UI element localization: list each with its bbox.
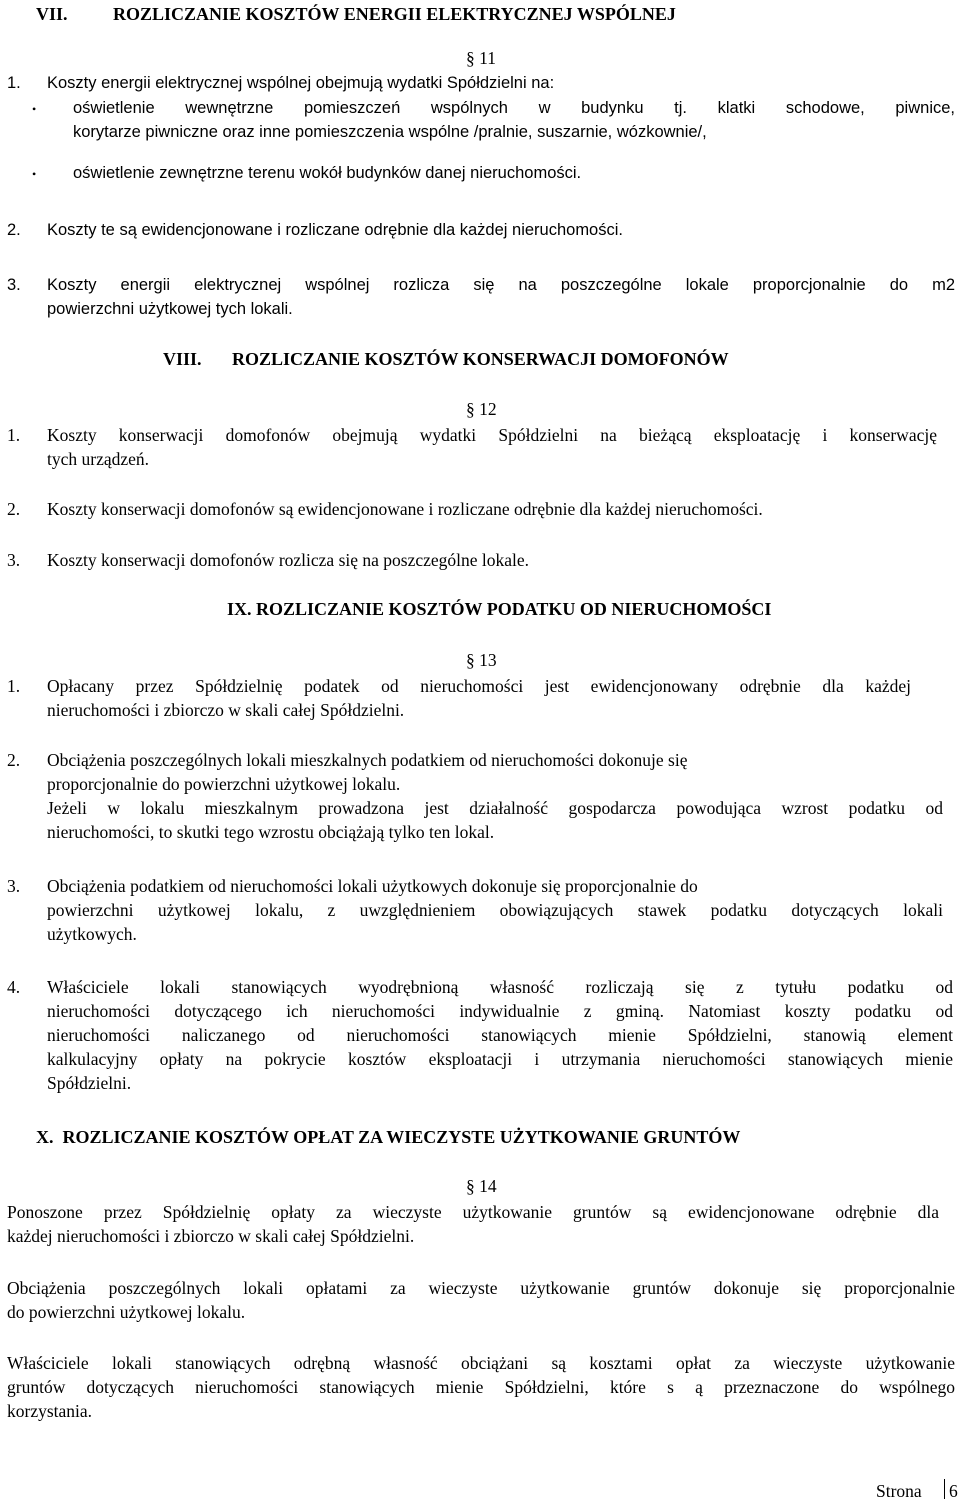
bullet-icon: • [32, 102, 37, 116]
s9-p1-text: Opłacany przez Spółdzielnię podatek od nieruchomości jest ewidencjonowany odrębnie dla każdej nieruchomości i zbiorczo w skali całej Spółdzielni. [47, 676, 911, 720]
section-viii-title: ROZLICZANIE KOSZTÓW KONSERWACJI DOMOFONÓW [232, 349, 729, 369]
s8-p2-number: 2. [7, 499, 21, 519]
footer-page-number: 6 [949, 1481, 958, 1501]
s9-p3-number: 3. [7, 876, 21, 896]
s7-p3-number: 3. [7, 276, 21, 294]
footer-page-label: Strona [876, 1481, 922, 1501]
bullet-icon: • [32, 167, 37, 181]
section-14-mark: § 14 [466, 1176, 497, 1196]
s7-p1-text: Koszty energii elektrycznej wspólnej obejmują wydatki Spółdzielni na: [47, 74, 555, 92]
section-x-title: X. ROZLICZANIE KOSZTÓW OPŁAT ZA WIECZYSTE UŻYTKOWANIE GRUNTÓW [36, 1127, 741, 1147]
s9-p4-number: 4. [7, 977, 21, 997]
s10-para2: Obciążenia poszczególnych lokali opłatami za wieczyste użytkowanie gruntów dokonuje się proporcjonalnie do powierzchni użytkowej lokalu. [7, 1278, 955, 1322]
section-ix-title: IX. ROZLICZANIE KOSZTÓW PODATKU OD NIERUCHOMOŚCI [227, 599, 772, 619]
s8-p1-number: 1. [7, 425, 21, 445]
s7-bullet-1: oświetlenie wewnętrzne pomieszczeń wspólnych w budynku tj. klatki schodowe, piwnice, korytarze piwniczne oraz inne pomieszczenia wspólne /pralnie, suszarnie, wózkownie/, [73, 99, 955, 141]
s8-p3-number: 3. [7, 550, 21, 570]
s7-p2-number: 2. [7, 221, 21, 239]
s8-p2-text: Koszty konserwacji domofonów są ewidencjonowane i rozliczane odrębnie dla każdej nieruchomości. [47, 499, 763, 519]
s9-p2-text: Obciążenia poszczególnych lokali mieszkalnych podatkiem od nieruchomości dokonuje się proporcjonalnie do powierzchni użytkowej lokalu. Jeżeli w lokalu mieszkalnym prowadzona jest działalność gospodarcza powodująca wzrost podatku od nieruchomości, to skutki tego wzrostu obciążają tylko ten lokal. [47, 750, 943, 842]
s7-p3-text: Koszty energii elektrycznej wspólnej rozlicza się na poszczególne lokale proporcjonalnie do m2 powierzchni użytkowej tych lokali. [47, 276, 955, 318]
s7-p1-number: 1. [7, 74, 21, 92]
s9-p1-number: 1. [7, 676, 21, 696]
s8-p1-text: Koszty konserwacji domofonów obejmują wydatki Spółdzielni na bieżącą eksploatację i konserwację tych urządzeń. [47, 425, 937, 469]
section-vii-title: ROZLICZANIE KOSZTÓW ENERGII ELEKTRYCZNEJ WSPÓLNEJ [113, 4, 676, 24]
section-viii-number: VIII. [163, 349, 202, 369]
s7-p2-text: Koszty te są ewidencjonowane i rozliczane odrębnie dla każdej nieruchomości. [47, 221, 623, 239]
s10-para1: Ponoszone przez Spółdzielnię opłaty za wieczyste użytkowanie gruntów są ewidencjonowane odrębnie dla każdej nieruchomości i zbiorczo w skali całej Spółdzielni. [7, 1202, 939, 1246]
section-11-mark: § 11 [466, 48, 496, 68]
section-13-mark: § 13 [466, 650, 497, 670]
s9-p3-text: Obciążenia podatkiem od nieruchomości lokali użytkowych dokonuje się proporcjonalnie do powierzchni użytkowej lokalu, z uwzględnieniem obowiązujących stawek podatku dotyczących lokali użytkowych. [47, 876, 943, 944]
footer-divider [944, 1479, 945, 1499]
s9-p4-text: Właściciele lokali stanowiących wyodrębnioną własność rozliczają się z tytułu podatku od nieruchomości dotyczącego ich nieruchomości indywidualnie z gminą. Natomiast koszty podatku od nieruchomości naliczanego od nieruchomości stanowiących mienie Spółdzielni, stanowią element kalkulacyjny opłaty na pokrycie kosztów eksploatacji i utrzymania nieruchomości stanowiących mienie Spółdzielni. [47, 977, 953, 1093]
s9-p2-number: 2. [7, 750, 21, 770]
s10-para3: Właściciele lokali stanowiących odrębną własność obciążani są kosztami opłat za wieczyste użytkowanie gruntów dotyczących nieruchomości stanowiących mienie Spółdzielni, które s ą przeznaczone do wspólnego korzystania. [7, 1353, 955, 1421]
s8-p3-text: Koszty konserwacji domofonów rozlicza się na poszczególne lokale. [47, 550, 530, 570]
section-12-mark: § 12 [466, 399, 497, 419]
section-vii-number: VII. [36, 4, 68, 24]
s7-bullet-2: oświetlenie zewnętrzne terenu wokół budynków danej nieruchomości. [73, 164, 582, 182]
